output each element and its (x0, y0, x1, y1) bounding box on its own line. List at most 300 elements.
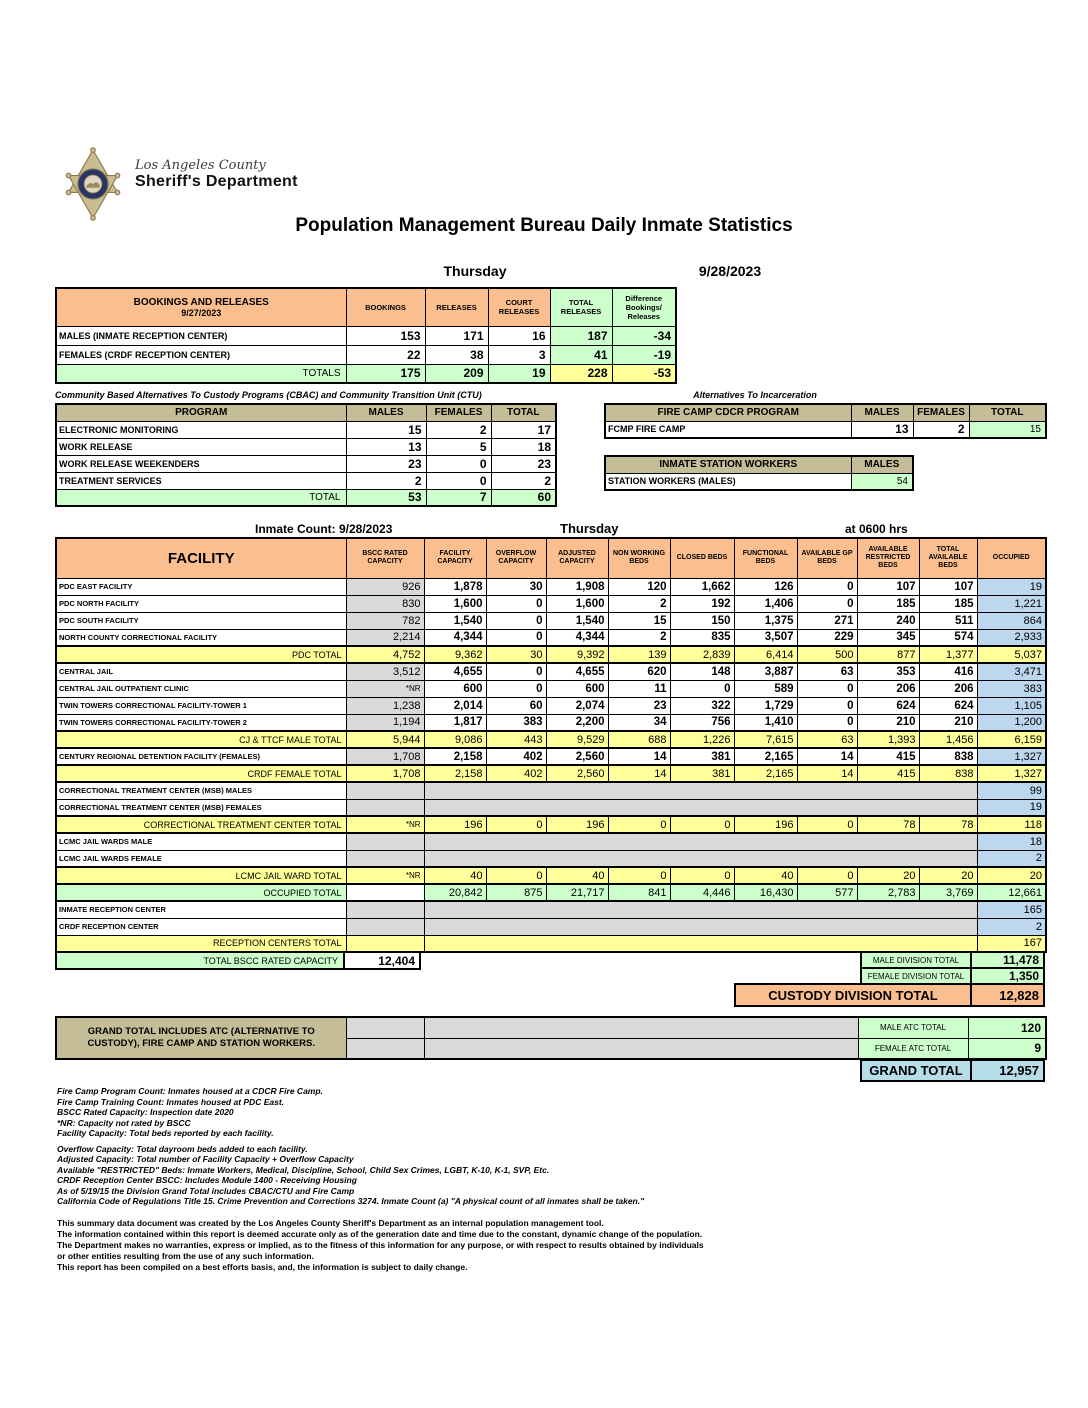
merged-cell (424, 918, 977, 935)
totals-cell: 175 (346, 364, 425, 383)
table-row (56, 782, 1046, 799)
cell: 322 (670, 697, 734, 714)
sheriff-star-badge-icon (60, 146, 126, 222)
female-atc-total-value: 9 (968, 1038, 1046, 1059)
agency-department-text: Sheriff's Department (135, 173, 298, 190)
cell: 2 (346, 472, 426, 489)
total-label: CJ & TTCF MALE TOTAL (56, 731, 346, 748)
total-cell: 9,086 (424, 731, 486, 748)
cell: 2 (977, 918, 1046, 935)
cell: 4,344 (424, 629, 486, 646)
table-row (56, 697, 1046, 714)
total-cell: 3,769 (919, 884, 977, 901)
cell: 1,375 (734, 612, 797, 629)
cell: 54 (851, 473, 913, 490)
total-cell: 40 (546, 867, 608, 884)
total-cell: 838 (919, 765, 977, 782)
cell: 3,471 (977, 663, 1046, 680)
report-day: Thursday (443, 263, 507, 279)
disclaimer-line: This report has been compiled on a best efforts basis, and, the information is subject to daily change. (57, 1262, 468, 1272)
female-division-total-value: 1,350 (970, 967, 1045, 985)
cell: 1,540 (546, 612, 608, 629)
cell: 383 (977, 680, 1046, 697)
cell: 1,817 (424, 714, 486, 731)
cell: 15 (608, 612, 670, 629)
total-cell: 118 (977, 816, 1046, 833)
column-header: NON WORKING BEDS (608, 538, 670, 578)
station-workers-table (604, 455, 914, 491)
total-cell: 577 (797, 884, 857, 901)
column-header: Difference Bookings/ Releases (612, 288, 676, 326)
empty-cell (346, 901, 424, 918)
facility-label: PDC NORTH FACILITY (56, 595, 346, 612)
inmate-count-day: Thursday (560, 521, 619, 536)
total-cell: 16,430 (734, 884, 797, 901)
cell: 0 (486, 595, 546, 612)
custody-division-total-label: CUSTODY DIVISION TOTAL (734, 983, 972, 1007)
page-title: Population Management Bureau Daily Inmate Statistics (295, 215, 793, 236)
cell: 192 (670, 595, 734, 612)
total-cell: 20 (977, 867, 1046, 884)
column-header: FUNCTIONAL BEDS (734, 538, 797, 578)
cell: 624 (857, 697, 919, 714)
bookings-table-title (56, 288, 346, 326)
footnote-line: California Code of Regulations Title 15. Crime Prevention and Corrections 3274. Inmate Count (a) "A physical count of all inmates shall be taken." (57, 1196, 645, 1206)
total-cell: 9,362 (424, 646, 486, 663)
cell: 23 (608, 697, 670, 714)
total-cell: 40 (734, 867, 797, 884)
cell: 5 (426, 438, 491, 455)
totals-cell: -53 (612, 364, 676, 383)
cell: 1,238 (346, 697, 424, 714)
facility-label: LCMC JAIL WARDS FEMALE (56, 850, 346, 867)
cell: 1,729 (734, 697, 797, 714)
column-header: FEMALES (426, 404, 491, 421)
total-cell: 2,165 (734, 765, 797, 782)
total-cell: 6,414 (734, 646, 797, 663)
table-row (56, 901, 1046, 918)
column-header: FIRE CAMP CDCR PROGRAM (605, 404, 851, 421)
cell: 4,655 (546, 663, 608, 680)
column-header: FEMALES (913, 404, 969, 421)
cell: 838 (919, 748, 977, 765)
total-bscc-value: 12,404 (343, 951, 421, 970)
cell: 589 (734, 680, 797, 697)
table-row (56, 404, 556, 421)
total-cell: 381 (670, 765, 734, 782)
table-row (56, 748, 1046, 765)
cell: 107 (919, 578, 977, 595)
table-row (56, 629, 1046, 646)
total-cell: 1,456 (919, 731, 977, 748)
column-header: TOTAL AVAILABLE BEDS (919, 538, 977, 578)
bookings-title-line1: BOOKINGS AND RELEASES (133, 296, 269, 308)
empty-cell (346, 1038, 424, 1059)
inmate-count-time: at 0600 hrs (845, 522, 908, 536)
cell: 185 (857, 595, 919, 612)
total-cell: 443 (486, 731, 546, 748)
row-label: MALES (INMATE RECEPTION CENTER) (56, 326, 346, 345)
cell: 15 (969, 421, 1046, 438)
total-cell: 7,615 (734, 731, 797, 748)
row-label: FCMP FIRE CAMP (605, 421, 851, 438)
agency-logo (60, 146, 298, 222)
footnote-line: As of 5/19/15 the Division Grand Total includes CBAC/CTU and Fire Camp (57, 1185, 355, 1196)
bookings-releases-table (55, 287, 677, 384)
cell: 185 (919, 595, 977, 612)
cell: 14 (797, 748, 857, 765)
merged-cell (424, 935, 977, 952)
total-cell: 0 (608, 816, 670, 833)
totals-cell: 228 (550, 364, 612, 383)
cell: 19 (977, 578, 1046, 595)
totals-cell: 19 (488, 364, 550, 383)
footnote-line: Fire Camp Training Count: Inmates housed at PDC East. (57, 1096, 285, 1107)
cell: 2 (608, 595, 670, 612)
total-cell: 0 (797, 816, 857, 833)
facility-label: CORRECTIONAL TREATMENT CENTER (MSB) FEMALES (56, 799, 346, 816)
total-bscc-row (55, 951, 421, 970)
cell: 1,600 (424, 595, 486, 612)
cell: -19 (612, 345, 676, 364)
totals-cell: 60 (491, 489, 556, 506)
cell: 17 (491, 421, 556, 438)
cell: 600 (546, 680, 608, 697)
column-header: MALES (851, 456, 913, 473)
cell: 574 (919, 629, 977, 646)
cell: 416 (919, 663, 977, 680)
table-row (56, 918, 1046, 935)
table-row (56, 765, 1046, 782)
male-atc-total-value: 120 (968, 1017, 1046, 1038)
cell: 0 (797, 697, 857, 714)
ati-section-title: Alternatives To Incarceration (693, 390, 817, 400)
total-label: PDC TOTAL (56, 646, 346, 663)
agency-name (135, 146, 298, 191)
cell: 13 (346, 438, 426, 455)
table-row (56, 714, 1046, 731)
table-row (56, 816, 1046, 833)
total-cell: 20,842 (424, 884, 486, 901)
cell: 3,512 (346, 663, 424, 680)
cell: 229 (797, 629, 857, 646)
table-row (56, 867, 1046, 884)
totals-label: TOTAL (56, 489, 346, 506)
facility-label: TWIN TOWERS CORRECTIONAL FACILITY-TOWER 1 (56, 697, 346, 714)
column-header: TOTAL (969, 404, 1046, 421)
totals-cell: 7 (426, 489, 491, 506)
cell: 13 (851, 421, 913, 438)
cell: 0 (426, 455, 491, 472)
table-row (56, 799, 1046, 816)
cell: 1,221 (977, 595, 1046, 612)
total-cell: 688 (608, 731, 670, 748)
cell: 2,200 (546, 714, 608, 731)
male-division-total-value: 11,478 (970, 951, 1045, 969)
column-header: BSCC RATED CAPACITY (346, 538, 424, 578)
facility-label: PDC SOUTH FACILITY (56, 612, 346, 629)
total-cell: 4,446 (670, 884, 734, 901)
table-row (56, 1017, 1046, 1038)
totals-cell: 53 (346, 489, 426, 506)
column-header: MALES (346, 404, 426, 421)
cell: 60 (486, 697, 546, 714)
column-header: BOOKINGS (346, 288, 425, 326)
footnote-line: BSCC Rated Capacity: Inspection date 2020 (57, 1107, 234, 1117)
total-cell: 2,158 (424, 765, 486, 782)
total-cell: 0 (608, 867, 670, 884)
total-cell (346, 884, 424, 901)
cell: 120 (608, 578, 670, 595)
total-cell: 1,327 (977, 765, 1046, 782)
table-row (56, 326, 676, 345)
facility-label: CORRECTIONAL TREATMENT CENTER (MSB) MALES (56, 782, 346, 799)
cell: 0 (426, 472, 491, 489)
total-cell: *NR (346, 816, 424, 833)
facility-label: LCMC JAIL WARDS MALE (56, 833, 346, 850)
facility-label: CENTRAL JAIL OUTPATIENT CLINIC (56, 680, 346, 697)
total-cell: 78 (857, 816, 919, 833)
total-cell: 9,529 (546, 731, 608, 748)
disclaimer-line: The information contained within this report is deemed accurate only as of the generation date and time due to the constant, dynamic change of the population. (57, 1229, 703, 1239)
column-header: FACILITY CAPACITY (424, 538, 486, 578)
total-cell: 20 (919, 867, 977, 884)
cell: 41 (550, 345, 612, 364)
facility-label: NORTH COUNTY CORRECTIONAL FACILITY (56, 629, 346, 646)
total-cell: 415 (857, 765, 919, 782)
cell: 153 (346, 326, 425, 345)
cell: 1,406 (734, 595, 797, 612)
cell: 345 (857, 629, 919, 646)
total-cell: 0 (486, 867, 546, 884)
cell: 126 (734, 578, 797, 595)
column-header: MALES (851, 404, 913, 421)
totals-label: TOTALS (56, 364, 346, 383)
cell: 1,327 (977, 748, 1046, 765)
total-cell: 196 (424, 816, 486, 833)
cell: 171 (425, 326, 488, 345)
cell: 782 (346, 612, 424, 629)
cell: 167 (977, 935, 1046, 952)
total-label: LCMC JAIL WARD TOTAL (56, 867, 346, 884)
total-cell: 14 (797, 765, 857, 782)
cell: 206 (919, 680, 977, 697)
custody-division-total-row (734, 983, 1045, 1007)
footnote-line: CRDF Reception Center BSCC: Includes Module 1400 - Receiving Housing (57, 1175, 357, 1185)
total-cell: 841 (608, 884, 670, 901)
total-cell: 20 (857, 867, 919, 884)
table-row (605, 421, 1046, 438)
cell: 14 (608, 748, 670, 765)
bookings-title-line2: 9/27/2023 (181, 307, 222, 318)
column-header: TOTAL RELEASES (550, 288, 612, 326)
footnote-line: Adjusted Capacity: Total number of Facility Capacity + Overflow Capacity (57, 1154, 354, 1164)
footnote-line: Available "RESTRICTED" Beds: Inmate Workers, Medical, Discipline, School, Child Sex Crimes, LGBT, K-10, K-1, SVP, Etc. (57, 1164, 550, 1175)
merged-cell (424, 901, 977, 918)
cell: 16 (488, 326, 550, 345)
cell: 926 (346, 578, 424, 595)
total-cell: 40 (424, 867, 486, 884)
total-cell: 2,560 (546, 765, 608, 782)
total-cell: 500 (797, 646, 857, 663)
cell: 2 (491, 472, 556, 489)
cell: 107 (857, 578, 919, 595)
cell: 1,908 (546, 578, 608, 595)
cell: 2,214 (346, 629, 424, 646)
footnotes (57, 1086, 1047, 1207)
cell: 38 (425, 345, 488, 364)
row-label: FEMALES (CRDF RECEPTION CENTER) (56, 345, 346, 364)
total-cell: 1,377 (919, 646, 977, 663)
facility-label: CENTRAL JAIL (56, 663, 346, 680)
cell: 0 (797, 714, 857, 731)
table-row (605, 456, 913, 473)
table-row (56, 850, 1046, 867)
cell: 0 (486, 612, 546, 629)
cell: 0 (797, 578, 857, 595)
cell: 34 (608, 714, 670, 731)
cell: 11 (608, 680, 670, 697)
total-cell: 196 (546, 816, 608, 833)
column-header: AVAILABLE GP BEDS (797, 538, 857, 578)
total-cell: 2,783 (857, 884, 919, 901)
table-row (56, 595, 1046, 612)
cell: 1,878 (424, 578, 486, 595)
cell: 2,014 (424, 697, 486, 714)
row-label: WORK RELEASE WEEKENDERS (56, 455, 346, 472)
total-cell: 30 (486, 646, 546, 663)
total-bscc-label: TOTAL BSCC RATED CAPACITY (55, 951, 345, 970)
total-cell: 0 (670, 816, 734, 833)
disclaimer-line: The Department makes no warranties, express or implied, as to the fitness of this information for any purpose, or with respect to results obtained by individuals (57, 1240, 704, 1250)
cell: 2 (426, 421, 491, 438)
cell: 4,344 (546, 629, 608, 646)
cell: 756 (670, 714, 734, 731)
merged-cell (424, 850, 977, 867)
row-label: TREATMENT SERVICES (56, 472, 346, 489)
column-header: RELEASES (425, 288, 488, 326)
footnote-line: Overflow Capacity: Total dayroom beds added to each facility. (57, 1143, 308, 1154)
female-atc-total-label: FEMALE ATC TOTAL (858, 1038, 968, 1059)
column-header: OVERFLOW CAPACITY (486, 538, 546, 578)
empty-cell (346, 833, 424, 850)
disclaimer-line: This summary data document was created by the Los Angeles County Sheriff's Department as an internal population management tool. (57, 1218, 604, 1228)
inmate-count-caption: Inmate Count: 9/28/2023 (255, 522, 393, 536)
cell: 1,540 (424, 612, 486, 629)
empty-cell (346, 935, 424, 952)
empty-cell (346, 918, 424, 935)
cell: 2 (913, 421, 969, 438)
total-cell: 0 (486, 816, 546, 833)
table-row (56, 833, 1046, 850)
cell: 624 (919, 697, 977, 714)
cell: 1,662 (670, 578, 734, 595)
table-row (605, 473, 913, 490)
total-cell: 0 (670, 867, 734, 884)
total-cell: 5,944 (346, 731, 424, 748)
table-row (56, 472, 556, 489)
cell: 2 (608, 629, 670, 646)
cell: 210 (857, 714, 919, 731)
cell: 0 (486, 663, 546, 680)
total-label: RECEPTION CENTERS TOTAL (56, 935, 346, 952)
report-date: 9/28/2023 (698, 263, 762, 279)
grand-total-note: GRAND TOTAL INCLUDES ATC (ALTERNATIVE TO CUSTODY), FIRE CAMP AND STATION WORKERS. (56, 1017, 346, 1059)
total-cell: 21,717 (546, 884, 608, 901)
table-row (56, 646, 1046, 663)
cell: 600 (424, 680, 486, 697)
table-row (56, 421, 556, 438)
cell: 240 (857, 612, 919, 629)
footnote-line: Fire Camp Program Count: Inmates housed at a CDCR Fire Camp. (57, 1086, 323, 1096)
cell: 0 (670, 680, 734, 697)
column-header: CLOSED BEDS (670, 538, 734, 578)
cell: 830 (346, 595, 424, 612)
cell: 23 (491, 455, 556, 472)
table-header-row (56, 538, 1046, 578)
empty-cell (346, 850, 424, 867)
grand-total-label: GRAND TOTAL (860, 1059, 972, 1082)
total-cell: 139 (608, 646, 670, 663)
grand-total-value: 12,957 (970, 1059, 1045, 1082)
cell: 0 (797, 680, 857, 697)
male-division-total-label: MALE DIVISION TOTAL (860, 951, 972, 969)
total-cell: *NR (346, 867, 424, 884)
grand-total-row (55, 1059, 1045, 1082)
table-row (56, 455, 556, 472)
cell: 864 (977, 612, 1046, 629)
table-row (605, 404, 1046, 421)
total-cell: 4,752 (346, 646, 424, 663)
empty-cell (346, 799, 424, 816)
cell: 1,194 (346, 714, 424, 731)
cell: 0 (797, 595, 857, 612)
total-cell: 1,708 (346, 765, 424, 782)
facility-label: PDC EAST FACILITY (56, 578, 346, 595)
facility-label: CENTURY REGIONAL DETENTION FACILITY (FEMALES) (56, 748, 346, 765)
table-row (56, 663, 1046, 680)
cell: 23 (346, 455, 426, 472)
cell: 148 (670, 663, 734, 680)
total-cell: 12,661 (977, 884, 1046, 901)
cell: 3 (488, 345, 550, 364)
cell: 383 (486, 714, 546, 731)
cell: 1,200 (977, 714, 1046, 731)
cbac-section-title: Community Based Alternatives To Custody Programs (CBAC) and Community Transition Unit (CTU) (55, 390, 482, 400)
disclaimer (57, 1218, 1057, 1273)
cell: *NR (346, 680, 424, 697)
cell: 4,655 (424, 663, 486, 680)
merged-cell (424, 799, 977, 816)
cell: 2,165 (734, 748, 797, 765)
totals-row (56, 489, 556, 506)
table-row (56, 345, 676, 364)
cell: 165 (977, 901, 1046, 918)
empty-cell (346, 782, 424, 799)
column-header: TOTAL (491, 404, 556, 421)
table-row (56, 612, 1046, 629)
agency-county-text: Los Angeles County (135, 158, 266, 173)
cell: 1,105 (977, 697, 1046, 714)
cell: 0 (486, 680, 546, 697)
cell: 620 (608, 663, 670, 680)
cell: 353 (857, 663, 919, 680)
cell: 63 (797, 663, 857, 680)
table-row (56, 288, 676, 326)
grand-total-block (55, 1016, 1047, 1060)
table-row (56, 731, 1046, 748)
column-header: PROGRAM (56, 404, 346, 421)
